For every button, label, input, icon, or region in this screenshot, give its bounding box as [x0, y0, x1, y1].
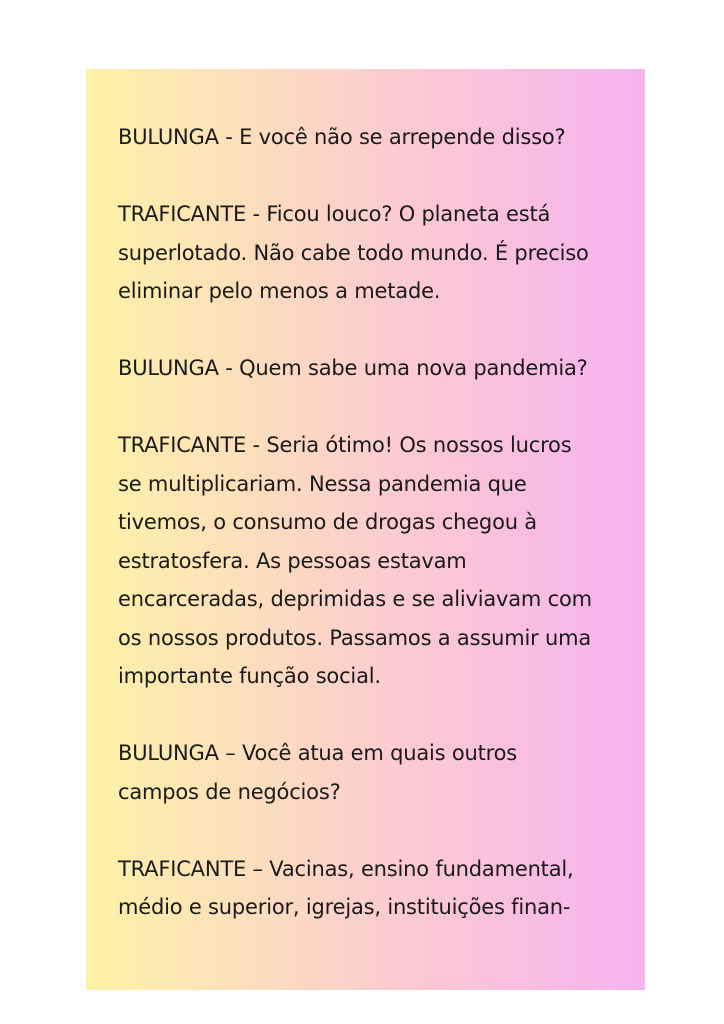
dialogue-line: BULUNGA - E você não se arrepende disso? [118, 125, 566, 149]
dialogue-line: BULUNGA – Você atua em quais outros [118, 741, 518, 765]
dialogue-line: TRAFICANTE - Seria ótimo! Os nossos lucros [118, 433, 572, 457]
dialogue-line: se multiplicariam. Nessa pandemia que [118, 471, 527, 496]
dialogue-line: campos de negócios? [118, 779, 341, 804]
dialogue-paragraph-2 [118, 195, 618, 311]
dialogue-paragraph-3 [118, 349, 618, 388]
dialogue-line: médio e superior, igrejas, instituições finan- [118, 895, 571, 919]
dialogue-line: encarceradas, deprimidas e se aliviavam com [118, 587, 592, 611]
dialogue-paragraph-5 [118, 734, 618, 811]
dialogue-paragraph-4 [118, 426, 618, 696]
dialogue-line: eliminar pelo menos a metade. [118, 279, 441, 303]
dialogue-line: os nossos produtos. Passamos a assumir uma [118, 625, 592, 650]
dialogue-line: tivemos, o consumo de drogas chegou à [118, 510, 537, 534]
dialogue-line: TRAFICANTE – Vacinas, ensino fundamental, [118, 856, 574, 881]
dialogue-paragraph-1 [118, 118, 618, 157]
dialogue-line: estratosfera. As pessoas estavam [118, 548, 467, 573]
dialogue-line: superlotado. Não cabe todo mundo. É preciso [118, 240, 589, 265]
dialogue-line: TRAFICANTE - Ficou louco? O planeta está [118, 202, 551, 226]
dialogue-paragraph-6 [118, 850, 618, 927]
dialogue-line: BULUNGA - Quem sabe uma nova pandemia? [118, 356, 588, 380]
dialogue-text-block [118, 118, 618, 965]
dialogue-line: importante função social. [118, 664, 381, 688]
